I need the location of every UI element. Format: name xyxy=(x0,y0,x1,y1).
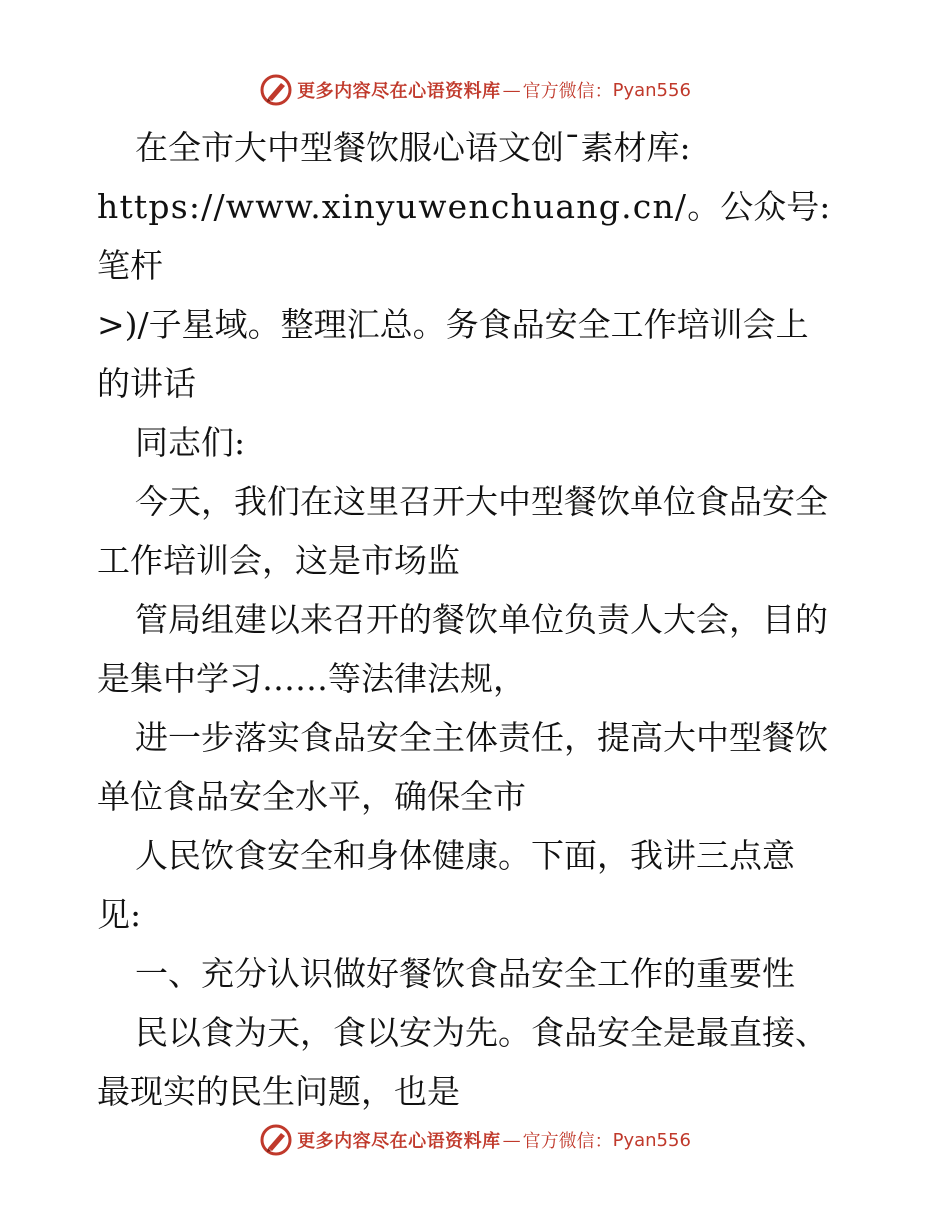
wechat-label: 官方微信： xyxy=(522,1131,613,1152)
text-segment: 同志们: xyxy=(135,423,246,462)
text-segment: 一、充分认识做好餐饮食品安全工作的重要性 xyxy=(135,954,795,993)
header-watermark xyxy=(0,70,950,110)
text-segment: 工作培训会，这是市场监 xyxy=(97,541,460,580)
text-line xyxy=(97,177,857,295)
wechat-id: Pyan556 xyxy=(612,1129,691,1151)
text-segment: 的讲话 xyxy=(97,364,196,403)
text-segment: 人民饮食安全和身体健康。下面，我讲三点意 xyxy=(135,836,795,875)
text-line xyxy=(97,708,857,767)
website-url: https://www.xinyuwenchuang.cn/ xyxy=(97,187,688,226)
text-line xyxy=(97,1062,857,1121)
text-line xyxy=(97,354,857,413)
text-line xyxy=(97,413,857,472)
text-line xyxy=(97,472,857,531)
text-segment: 见: xyxy=(97,895,142,934)
site-name: 更多内容尽在心语资料库 xyxy=(297,81,501,102)
wechat-label: 官方微信： xyxy=(522,81,613,102)
text-segment: 单位食品安全水平，确保全市 xyxy=(97,777,526,816)
pen-logo-icon xyxy=(259,1123,293,1157)
text-line xyxy=(97,767,857,826)
text-segment: 是集中学习……等法律法规， xyxy=(97,659,526,698)
text-line xyxy=(97,295,857,354)
text-line xyxy=(97,590,857,649)
document-body xyxy=(97,118,857,1121)
wechat-id: Pyan556 xyxy=(612,79,691,101)
text-line xyxy=(97,531,857,590)
pen-logo-icon xyxy=(259,73,293,107)
text-line xyxy=(97,885,857,944)
separator: — xyxy=(502,1129,521,1151)
text-segment: 最现实的民生问题，也是 xyxy=(97,1072,460,1111)
text-segment: 。公众号: 笔杆 xyxy=(97,187,831,285)
text-segment: 今天，我们在这里召开大中型餐饮单位食品安全 xyxy=(135,482,828,521)
text-segment: 管局组建以来召开的餐饮单位负责人大会，目的 xyxy=(135,600,828,639)
text-line xyxy=(97,944,857,1003)
text-segment: 进一步落实食品安全主体责任，提高大中型餐饮 xyxy=(135,718,828,757)
text-line xyxy=(97,118,857,177)
footer-watermark xyxy=(0,1120,950,1160)
text-line xyxy=(97,649,857,708)
text-line xyxy=(97,1003,857,1062)
text-segment: 民以食为天，食以安为先。食品安全是最直接、 xyxy=(135,1013,828,1052)
separator: — xyxy=(502,79,521,101)
site-name: 更多内容尽在心语资料库 xyxy=(297,1131,501,1152)
text-segment: 在全市大中型餐饮服心语文创¯素材库: xyxy=(135,128,691,167)
text-segment: >)/子星域。整理汇总。务食品安全工作培训会上 xyxy=(97,305,809,344)
text-line xyxy=(97,826,857,885)
